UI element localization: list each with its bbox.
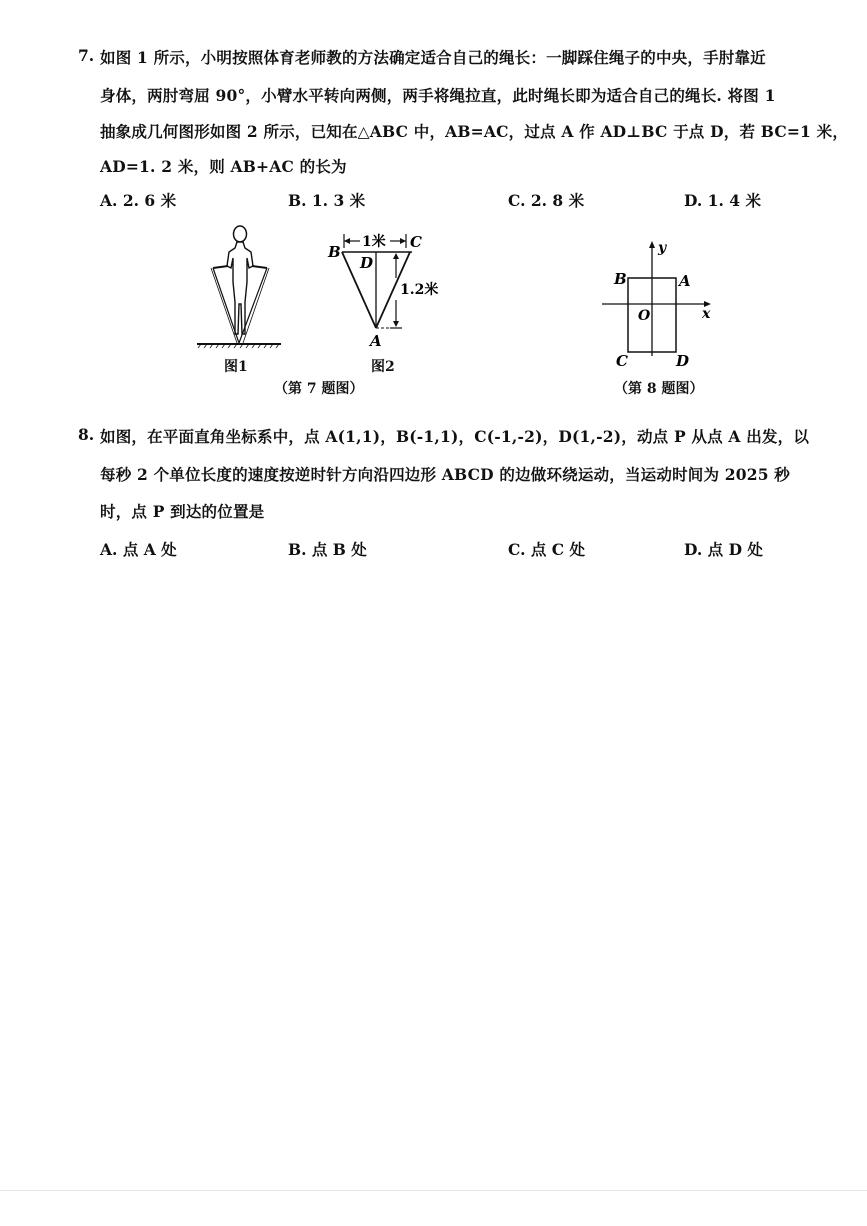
q8-option-c: C. 点 C 处: [508, 540, 585, 559]
fig2-label-c: C: [410, 233, 422, 251]
q8-label-y: y: [658, 240, 667, 256]
figure-1-jump-rope: [195, 222, 285, 352]
q7-option-a: A. 2. 6 米: [100, 191, 177, 210]
q8-label-b: B: [614, 270, 627, 288]
q8-label-a: A: [679, 272, 691, 290]
q8-label-x: x: [702, 306, 711, 322]
q7-line-1: 如图 1 所示，小明按照体育老师教的方法确定适合自己的绳长：一脚踩住绳子的中央，手肘靠近: [100, 48, 766, 67]
q7-number: 7.: [78, 46, 95, 65]
q7-option-d: D. 1. 4 米: [684, 191, 761, 210]
page-bottom-rule: [0, 1190, 867, 1191]
figure-1-caption: 图1: [224, 359, 248, 375]
q8-figure-caption: （第 8 题图）: [614, 381, 704, 397]
q8-line-1: 如图，在平面直角坐标系中，点 A(1,1)，B(-1,1)，C(-1,-2)，D(1,-2)，动点 P 从点 A 出发，以: [100, 427, 810, 446]
q8-line-2: 每秒 2 个单位长度的速度按逆时针方向沿四边形 ABCD 的边做环绕运动，当运动时间为 2025 秒: [100, 465, 790, 484]
q8-label-d: D: [676, 352, 690, 370]
fig2-label-d: D: [360, 254, 374, 272]
q7-line-2: 身体，两肘弯屈 90°，小臂水平转向两侧，两手将绳拉直，此时绳长即为适合自己的绳长. 将图 1: [100, 86, 776, 105]
q8-option-b: B. 点 B 处: [288, 540, 367, 559]
q7-figure-caption: （第 7 题图）: [274, 381, 364, 397]
q8-number: 8.: [78, 425, 95, 444]
q7-option-b: B. 1. 3 米: [288, 191, 366, 210]
fig2-ad-length: 1.2米: [400, 282, 439, 298]
q8-option-a: A. 点 A 处: [100, 540, 177, 559]
figure-2-triangle: [320, 228, 450, 353]
q7-option-c: C. 2. 8 米: [508, 191, 585, 210]
fig2-bc-length: 1米: [362, 234, 386, 250]
fig2-label-b: B: [328, 243, 341, 261]
figure-2-caption: 图2: [371, 359, 395, 375]
fig2-label-a: A: [370, 332, 382, 350]
q7-line-4: AD=1. 2 米，则 AB+AC 的长为: [100, 157, 347, 176]
q7-line-3: 抽象成几何图形如图 2 所示，已知在△ABC 中，AB=AC，过点 A 作 AD⊥BC 于点 D，若 BC=1 米，: [100, 122, 849, 141]
q8-label-o: O: [638, 308, 651, 324]
q8-coordinate-figure: [596, 238, 718, 370]
q8-option-d: D. 点 D 处: [684, 540, 763, 559]
q8-line-3: 时，点 P 到达的位置是: [100, 502, 265, 521]
q8-label-c: C: [616, 352, 628, 370]
